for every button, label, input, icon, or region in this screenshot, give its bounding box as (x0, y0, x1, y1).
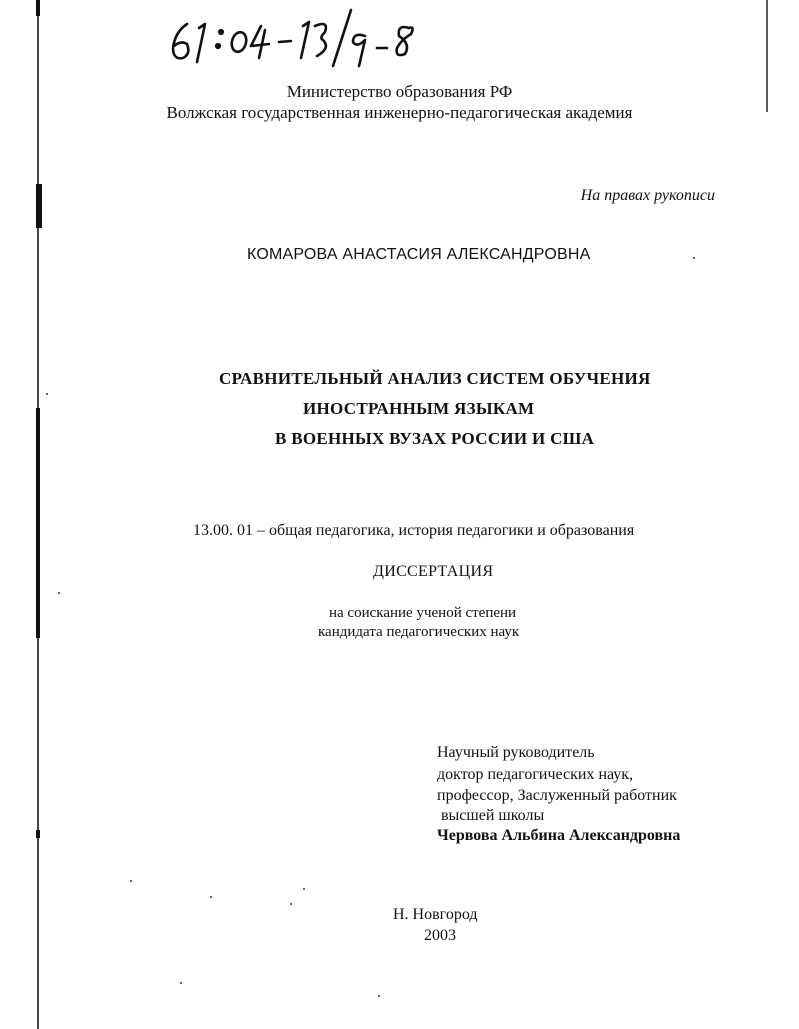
document-type: ДИССЕРТАЦИЯ (373, 563, 494, 580)
supervisor-title-cont: высшей школы (441, 807, 545, 824)
scan-speckle (378, 995, 380, 997)
scan-speckle (693, 257, 695, 259)
scan-speckle (290, 903, 292, 905)
title-line-1: СРАВНИТЕЛЬНЫЙ АНАЛИЗ СИСТЕМ ОБУЧЕНИЯ (219, 369, 651, 388)
city: Н. Новгород (393, 906, 478, 923)
academy-name: Волжская государственная инженерно-педагогическая академия (166, 103, 633, 122)
degree-line-2: кандидата педагогических наук (318, 624, 520, 640)
year: 2003 (424, 927, 456, 944)
scan-artifact (36, 184, 42, 228)
supervisor-title: профессор, Заслуженный работник (437, 787, 677, 804)
ministry-name: Министерство образования РФ (286, 82, 513, 101)
scan-speckle (46, 393, 48, 395)
supervisor-name: Червова Альбина Александровна (437, 827, 681, 844)
scan-speckle (180, 982, 182, 984)
scan-speckle (58, 592, 60, 594)
title-line-2: ИНОСТРАННЫМ ЯЗЫКАМ (303, 399, 535, 418)
supervisor-degree: доктор педагогических наук, (437, 766, 634, 783)
scan-speckle (130, 880, 132, 882)
author-name: КОМАРОВА АНАСТАСИЯ АЛЕКСАНДРОВНА (247, 246, 591, 263)
scan-speckle (303, 888, 305, 890)
scan-speckle (210, 896, 212, 898)
handwritten-archive-code (165, 6, 465, 70)
scan-artifact (36, 0, 40, 16)
supervisor-label: Научный руководитель (437, 744, 595, 761)
manuscript-note: На правах рукописи (580, 187, 715, 204)
title-line-3: В ВОЕННЫХ ВУЗАХ РОССИИ И США (275, 429, 595, 448)
scan-artifact (36, 408, 40, 638)
specialty-code: 13.00. 01 – общая педагогика, история педагогики и образования (193, 522, 635, 539)
degree-line-1: на соискание ученой степени (329, 605, 517, 621)
scan-artifact (36, 830, 40, 838)
